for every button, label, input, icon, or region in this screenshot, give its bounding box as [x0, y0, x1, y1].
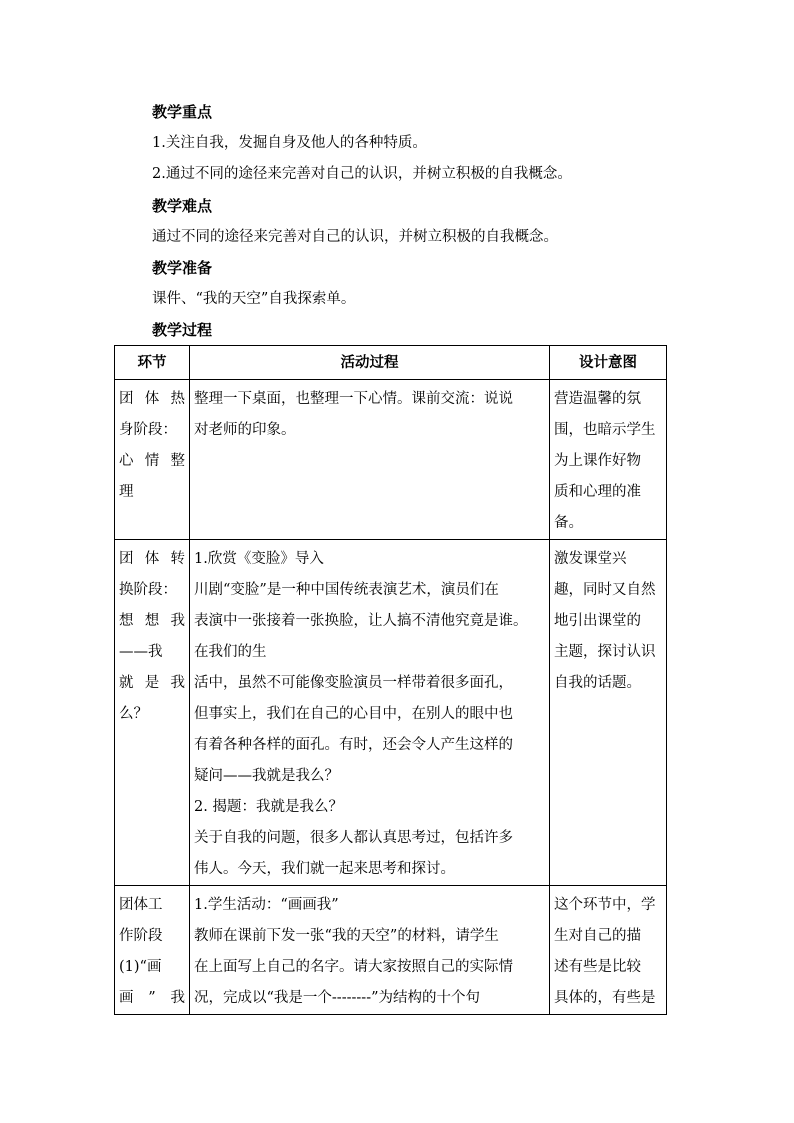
- preparation-text: 课件、“我的天空”自我探索单。: [152, 291, 356, 307]
- intent-line: 趣，同时又自然: [554, 582, 656, 598]
- table-row: [115, 886, 667, 1015]
- activity-line: 1.学生活动：“画画我”: [194, 897, 339, 913]
- heading-teaching-process: 教学过程: [152, 321, 213, 339]
- intent-cell: [550, 886, 667, 1015]
- activity-cell: [190, 380, 550, 540]
- difficulty-text: 通过不同的途径来完善对自己的认识，并树立积极的自我概念。: [152, 229, 558, 245]
- stage-line: 理: [119, 484, 134, 500]
- stage-line: 想 想 我: [119, 613, 185, 629]
- stage-line: 团 体 转: [119, 551, 185, 567]
- stage-line: 身阶段：: [119, 422, 177, 438]
- heading-teaching-difficulty: 教学难点: [152, 197, 213, 215]
- intent-line: 质和心理的准: [554, 484, 641, 500]
- intent-line: 主题，探讨认识: [554, 644, 656, 660]
- intent-cell: [550, 380, 667, 540]
- stage-line: 团体工: [119, 897, 163, 913]
- activity-line: 2. 揭题：我就是我么？: [194, 799, 343, 815]
- stage-cell: [115, 540, 190, 886]
- table-row: [115, 380, 667, 540]
- activity-line: 1.欣赏《变脸》导入: [194, 551, 324, 567]
- activity-line: 但事实上，我们在自己的心目中，在别人的眼中也: [194, 706, 513, 722]
- stage-line: ——我: [119, 644, 163, 660]
- stage-line: 作阶段: [119, 928, 163, 944]
- stage-line: 团 体 热: [119, 391, 185, 407]
- stage-line: 心 情 整: [119, 453, 185, 469]
- heading-teaching-preparation: 教学准备: [152, 259, 213, 277]
- header-activity: 活动过程: [190, 346, 550, 380]
- intent-line: 为上课作好物: [554, 453, 641, 469]
- intent-line: 具体的，有些是: [554, 990, 656, 1006]
- table-header-row: [115, 346, 667, 380]
- intent-line: 备。: [554, 515, 583, 531]
- focus-item-1: 1.关注自我，发掘自身及他人的各种特质。: [152, 135, 427, 151]
- stage-line: 画”我: [119, 990, 185, 1006]
- activity-line: 况，完成以“我是一个--------”为结构的十个句: [194, 990, 481, 1006]
- activity-line: 疑问——我就是我么？: [194, 768, 339, 784]
- activity-line: 教师在课前下发一张“我的天空”的材料，请学生: [194, 928, 499, 944]
- process-table: [114, 345, 667, 1015]
- activity-line: 整理一下桌面，也整理一下心情。课前交流：说说: [194, 391, 513, 407]
- header-stage: 环节: [115, 346, 190, 380]
- stage-line: 换阶段：: [119, 582, 177, 598]
- activity-line: 在我们的生: [194, 644, 267, 660]
- activity-line: 对老师的印象。: [194, 422, 296, 438]
- activity-line: 活中，虽然不可能像变脸演员一样带着很多面孔，: [194, 675, 513, 691]
- intent-line: 营造温馨的氛: [554, 391, 641, 407]
- focus-item-2: 2.通过不同的途径来完善对自己的认识，并树立积极的自我概念。: [152, 166, 572, 182]
- intent-line: 激发课堂兴: [554, 551, 627, 567]
- stage-cell: [115, 886, 190, 1015]
- stage-line: (1)“画: [119, 959, 162, 975]
- stage-line: 就 是 我: [119, 675, 185, 691]
- intent-line: 这个环节中，学: [554, 897, 656, 913]
- activity-line: 伟人。今天，我们就一起来思考和探讨。: [194, 861, 455, 877]
- activity-cell: [190, 540, 550, 886]
- intent-line: 述有些是比较: [554, 959, 641, 975]
- intent-line: 围，也暗示学生: [554, 422, 656, 438]
- activity-line: 有着各种各样的面孔。有时，还会令人产生这样的: [194, 737, 513, 753]
- intent-line: 生对自己的描: [554, 928, 641, 944]
- stage-cell: [115, 380, 190, 540]
- activity-line: 川剧“变脸”是一种中国传统表演艺术，演员们在: [194, 582, 499, 598]
- activity-line: 表演中一张接着一张换脸，让人搞不清他究竟是谁。: [194, 613, 528, 629]
- intent-cell: [550, 540, 667, 886]
- intent-line: 自我的话题。: [554, 675, 641, 691]
- intent-line: 地引出课堂的: [554, 613, 641, 629]
- heading-teaching-focus: 教学重点: [152, 103, 213, 121]
- stage-line: 么？: [119, 706, 148, 722]
- header-intent: 设计意图: [550, 346, 667, 380]
- activity-cell: [190, 886, 550, 1015]
- table-row: [115, 540, 667, 886]
- activity-line: 在上面写上自己的名字。请大家按照自己的实际情: [194, 959, 513, 975]
- activity-line: 关于自我的问题，很多人都认真思考过，包括许多: [194, 830, 513, 846]
